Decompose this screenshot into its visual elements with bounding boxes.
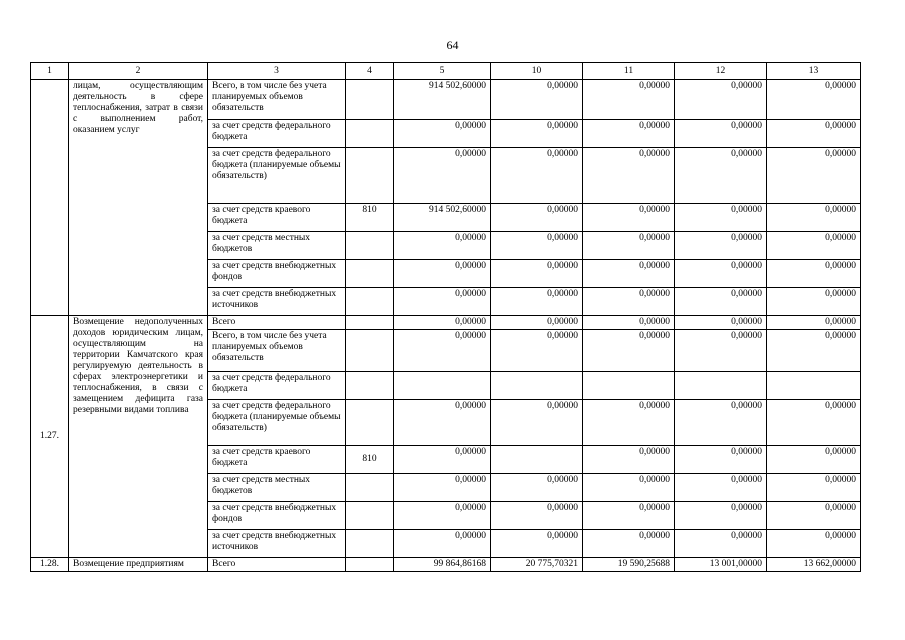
column-header: 12	[675, 63, 767, 80]
value-cell	[491, 372, 583, 400]
item-description: Возмещение недополученных доходов юридическим лицам, осуществляющим на территории Камчатского края регулируемую деятельность в сферах электроэнергетики и теплоснабжения, в связи с замещением дефицита газа резервными видами топлива	[69, 316, 208, 558]
code-cell	[346, 558, 394, 572]
code-cell	[346, 400, 394, 446]
value-cell	[394, 372, 491, 400]
code-cell	[346, 330, 394, 372]
column-header: 11	[583, 63, 675, 80]
code-cell	[346, 120, 394, 148]
budget-table	[30, 62, 861, 572]
code-cell	[346, 474, 394, 502]
value-cell: 0,00000	[675, 80, 767, 120]
value-cell: 0,00000	[767, 288, 861, 316]
code-cell	[346, 288, 394, 316]
value-cell: 13 662,00000	[767, 558, 861, 572]
value-cell: 0,00000	[394, 474, 491, 502]
value-cell: 0,00000	[675, 474, 767, 502]
value-cell: 0,00000	[491, 288, 583, 316]
code-cell	[346, 260, 394, 288]
code-cell: 810	[346, 204, 394, 232]
value-cell: 0,00000	[583, 260, 675, 288]
funding-source: за счет средств внебюджетных источников	[208, 530, 346, 558]
value-cell: 914 502,60000	[394, 204, 491, 232]
value-cell	[583, 372, 675, 400]
value-cell: 0,00000	[767, 260, 861, 288]
value-cell: 0,00000	[394, 316, 491, 330]
value-cell: 0,00000	[675, 316, 767, 330]
value-cell: 0,00000	[767, 446, 861, 474]
value-cell: 0,00000	[767, 232, 861, 260]
value-cell: 0,00000	[675, 530, 767, 558]
value-cell: 0,00000	[675, 446, 767, 474]
funding-source: за счет средств внебюджетных фондов	[208, 260, 346, 288]
funding-source: Всего	[208, 558, 346, 572]
value-cell: 0,00000	[675, 330, 767, 372]
funding-source: за счет средств краевого бюджета	[208, 446, 346, 474]
table-row	[31, 316, 861, 330]
value-cell: 0,00000	[767, 80, 861, 120]
value-cell: 0,00000	[583, 400, 675, 446]
value-cell: 0,00000	[491, 474, 583, 502]
item-description: Возмещение предприятиям	[69, 558, 208, 572]
value-cell: 0,00000	[583, 148, 675, 204]
value-cell: 0,00000	[675, 260, 767, 288]
value-cell: 0,00000	[583, 316, 675, 330]
value-cell: 0,00000	[394, 400, 491, 446]
funding-source: Всего, в том числе без учета планируемых объемов обязательств	[208, 330, 346, 372]
code-cell	[346, 372, 394, 400]
funding-source: за счет средств краевого бюджета	[208, 204, 346, 232]
value-cell: 0,00000	[491, 330, 583, 372]
item-number: 1.28.	[31, 558, 69, 572]
value-cell: 0,00000	[394, 232, 491, 260]
column-header: 1	[31, 63, 69, 80]
value-cell: 0,00000	[583, 502, 675, 530]
value-cell: 0,00000	[583, 474, 675, 502]
funding-source: за счет средств федерального бюджета (планируемые объемы обязательств)	[208, 148, 346, 204]
funding-source: за счет средств местных бюджетов	[208, 232, 346, 260]
value-cell: 0,00000	[675, 288, 767, 316]
funding-source: Всего, в том числе без учета планируемых объемов обязательств	[208, 80, 346, 120]
value-cell: 0,00000	[767, 530, 861, 558]
value-cell: 0,00000	[394, 288, 491, 316]
funding-source: Всего	[208, 316, 346, 330]
value-cell: 0,00000	[767, 204, 861, 232]
code-cell	[346, 232, 394, 260]
column-header: 13	[767, 63, 861, 80]
page-number: 64	[446, 38, 459, 52]
column-header: 4	[346, 63, 394, 80]
funding-source: за счет средств внебюджетных источников	[208, 288, 346, 316]
column-header: 10	[491, 63, 583, 80]
code-cell	[346, 530, 394, 558]
value-cell: 0,00000	[394, 260, 491, 288]
value-cell: 0,00000	[767, 502, 861, 530]
value-cell: 0,00000	[767, 474, 861, 502]
value-cell: 0,00000	[675, 400, 767, 446]
value-cell	[767, 372, 861, 400]
value-cell	[675, 372, 767, 400]
value-cell: 0,00000	[394, 120, 491, 148]
value-cell: 0,00000	[491, 400, 583, 446]
value-cell: 0,00000	[394, 446, 491, 474]
value-cell: 0,00000	[491, 232, 583, 260]
item-number	[31, 80, 69, 316]
value-cell: 0,00000	[767, 400, 861, 446]
value-cell: 0,00000	[491, 260, 583, 288]
value-cell: 0,00000	[767, 316, 861, 330]
table-row	[31, 558, 861, 572]
value-cell: 0,00000	[491, 502, 583, 530]
funding-source: за счет средств федерального бюджета	[208, 120, 346, 148]
value-cell: 0,00000	[394, 330, 491, 372]
value-cell: 0,00000	[394, 148, 491, 204]
value-cell: 13 001,00000	[675, 558, 767, 572]
value-cell: 0,00000	[394, 530, 491, 558]
value-cell: 0,00000	[767, 148, 861, 204]
funding-source: за счет средств внебюджетных фондов	[208, 502, 346, 530]
code-cell	[346, 80, 394, 120]
value-cell: 0,00000	[675, 204, 767, 232]
value-cell: 99 864,86168	[394, 558, 491, 572]
funding-source: за счет средств федерального бюджета	[208, 372, 346, 400]
code-cell: 810	[346, 446, 394, 474]
value-cell	[491, 446, 583, 474]
value-cell: 0,00000	[583, 530, 675, 558]
value-cell: 0,00000	[583, 446, 675, 474]
value-cell: 914 502,60000	[394, 80, 491, 120]
column-header: 2	[69, 63, 208, 80]
code-cell	[346, 148, 394, 204]
code-cell	[346, 502, 394, 530]
value-cell: 0,00000	[583, 232, 675, 260]
value-cell: 19 590,25688	[583, 558, 675, 572]
value-cell: 0,00000	[767, 330, 861, 372]
value-cell: 0,00000	[675, 120, 767, 148]
value-cell: 0,00000	[583, 80, 675, 120]
value-cell: 0,00000	[491, 530, 583, 558]
value-cell: 0,00000	[491, 204, 583, 232]
value-cell: 0,00000	[491, 316, 583, 330]
column-header: 3	[208, 63, 346, 80]
value-cell: 0,00000	[491, 120, 583, 148]
value-cell: 20 775,70321	[491, 558, 583, 572]
value-cell: 0,00000	[491, 80, 583, 120]
table-row	[31, 80, 861, 120]
value-cell: 0,00000	[491, 148, 583, 204]
value-cell: 0,00000	[675, 232, 767, 260]
value-cell: 0,00000	[675, 502, 767, 530]
value-cell: 0,00000	[394, 502, 491, 530]
value-cell: 0,00000	[583, 288, 675, 316]
item-description: лицам, осуществляющим деятельность в сфере теплоснабжения, затрат в связи с выполнением работ, оказанием услуг	[69, 80, 208, 316]
column-header-row	[31, 63, 861, 80]
value-cell: 0,00000	[583, 120, 675, 148]
funding-source: за счет средств местных бюджетов	[208, 474, 346, 502]
code-cell	[346, 316, 394, 330]
item-number: 1.27.	[31, 316, 69, 558]
column-header: 5	[394, 63, 491, 80]
value-cell: 0,00000	[583, 204, 675, 232]
value-cell: 0,00000	[675, 148, 767, 204]
funding-source: за счет средств федерального бюджета (планируемые объемы обязательств)	[208, 400, 346, 446]
value-cell: 0,00000	[583, 330, 675, 372]
value-cell: 0,00000	[767, 120, 861, 148]
